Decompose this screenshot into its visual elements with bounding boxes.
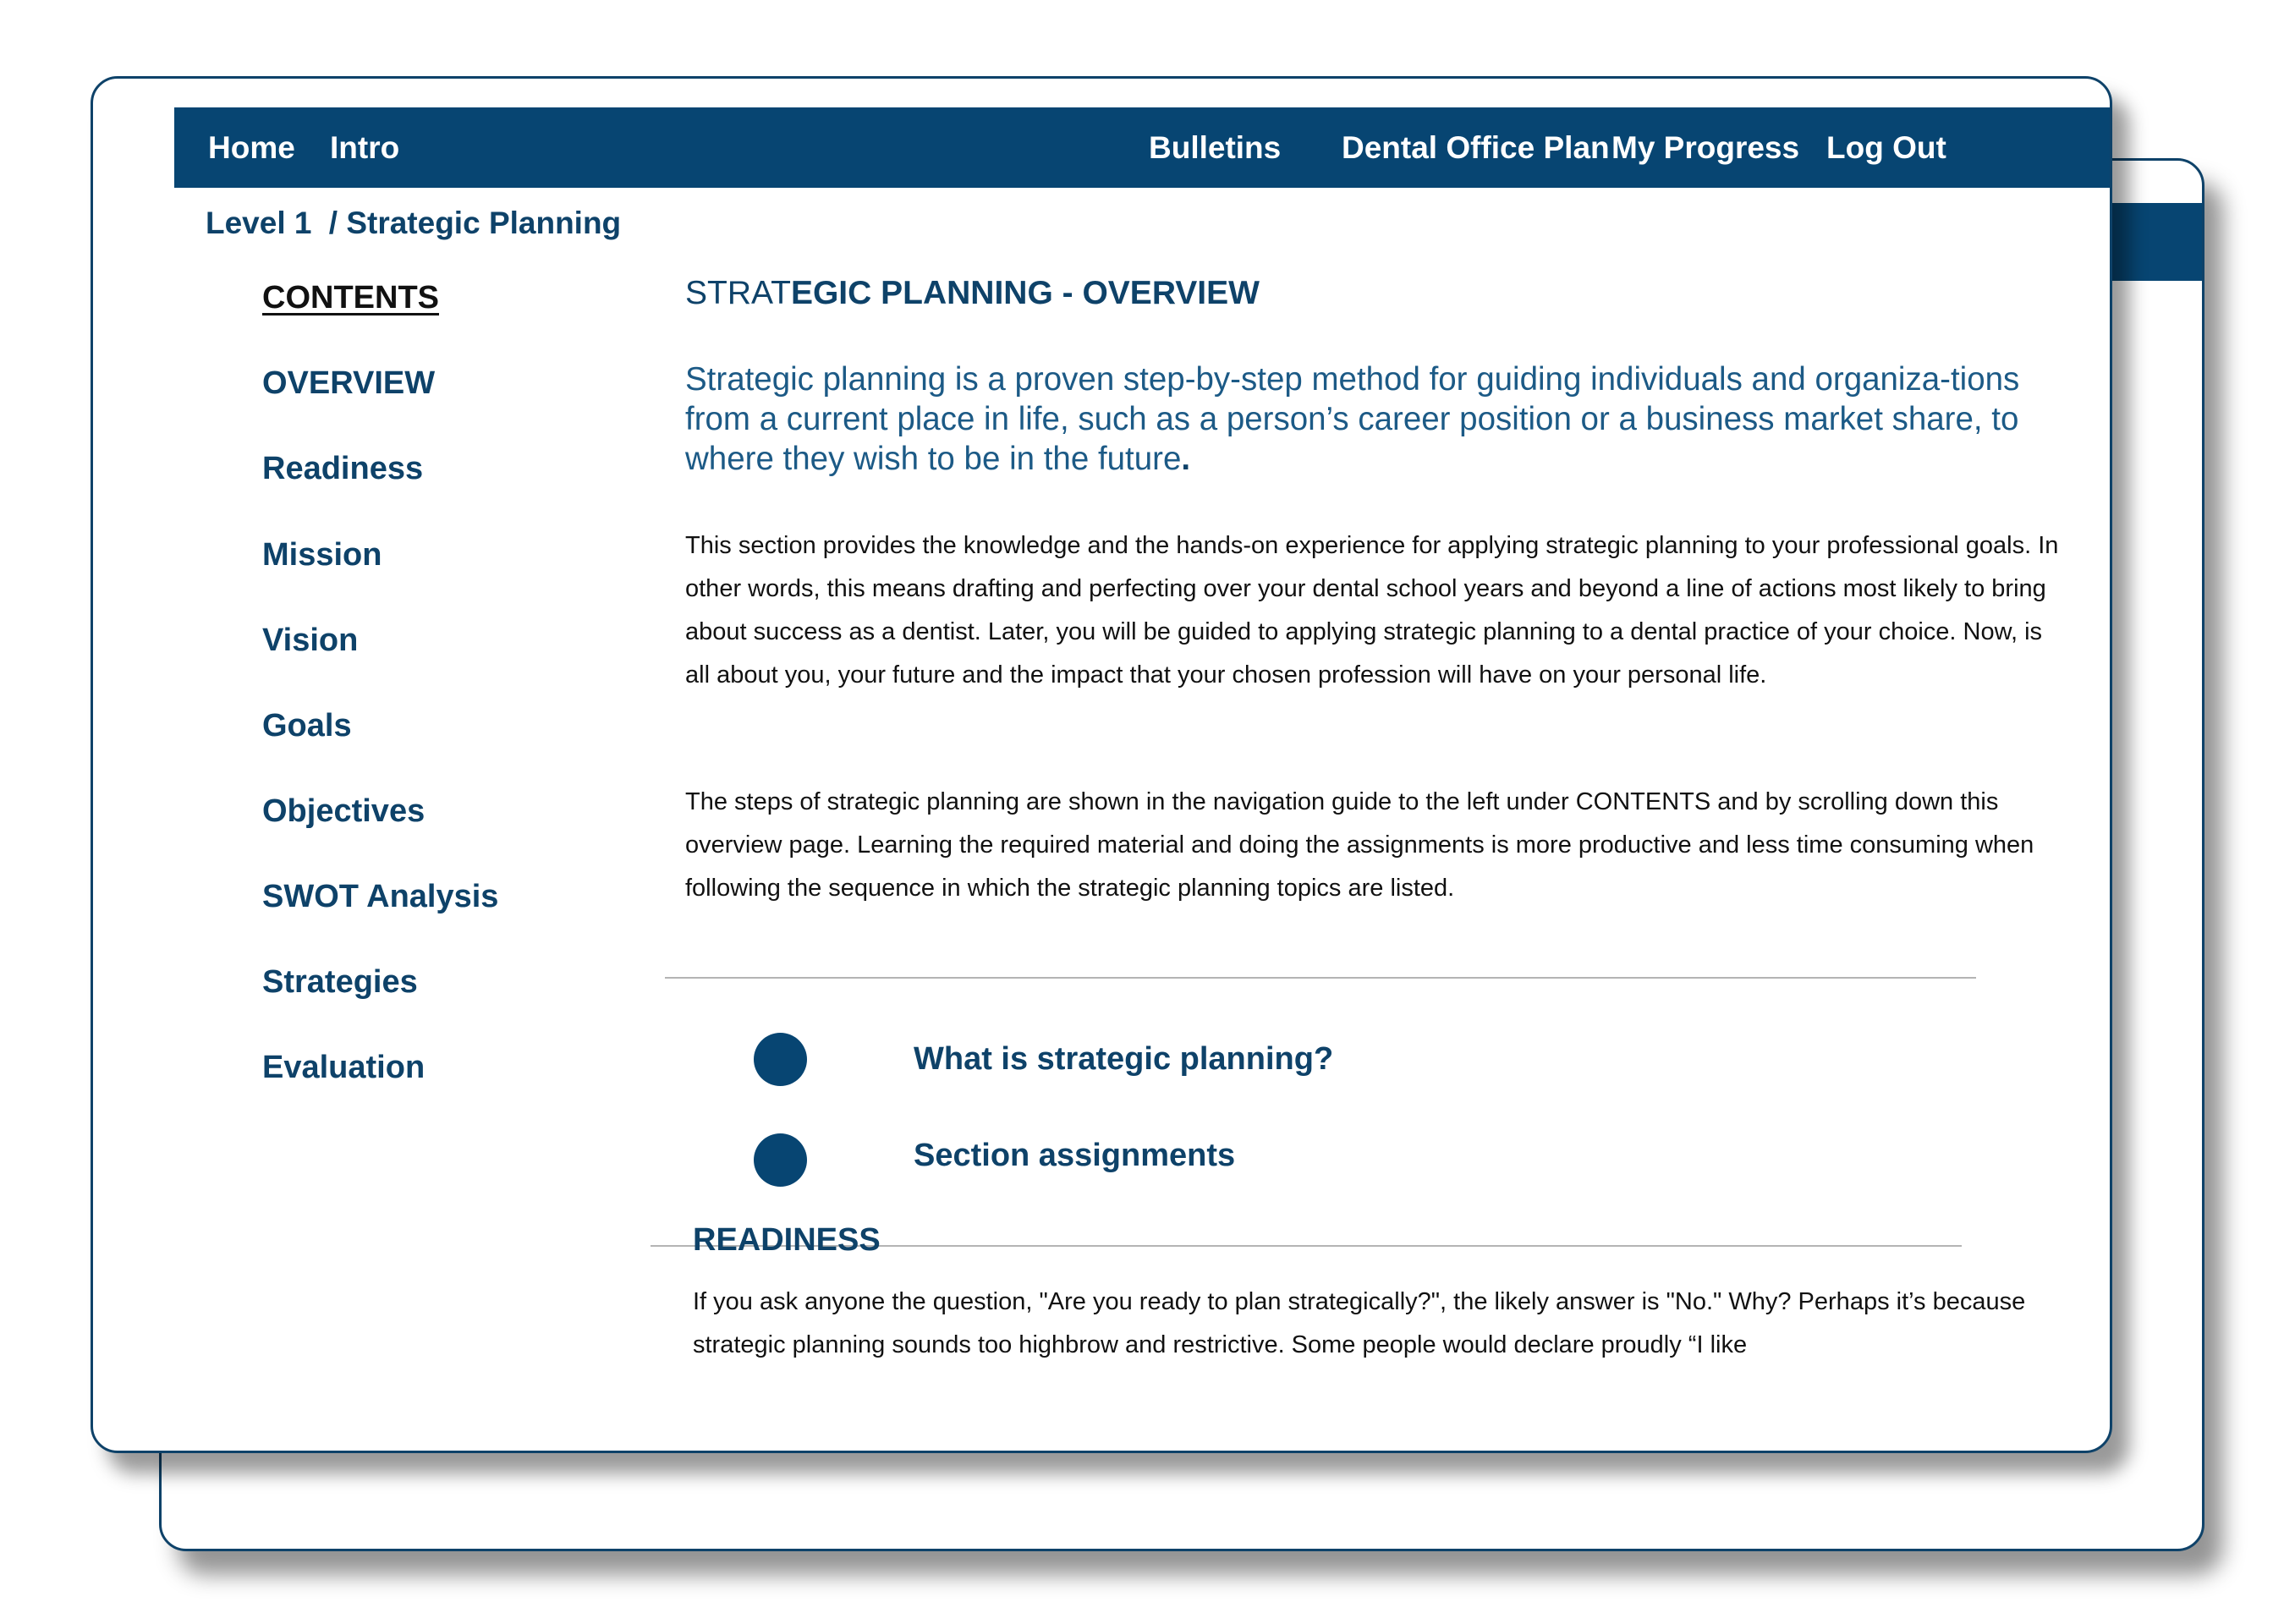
divider-top <box>665 977 1976 979</box>
sidebar-item-mission[interactable]: Mission <box>262 537 382 573</box>
nav-dental-office-plan[interactable]: Dental Office Plan <box>1342 130 1610 165</box>
steps-paragraph: The steps of strategic planning are shown in the navigation guide to the left under CONTENTS and by scrolling down this overview page. Learning the required material and doing the assignments is more productive and less time consuming when following the sequence in which the strategic planning topics are listed. <box>685 788 2034 902</box>
sidebar-item-evaluation[interactable]: Evaluation <box>262 1050 426 1085</box>
bullet-dot-icon <box>754 1033 807 1086</box>
page-title-part2: EGIC PLANNING - OVERVIEW <box>790 275 1260 311</box>
lead-end: . <box>1181 441 1191 477</box>
readiness-heading: READINESS <box>693 1222 881 1258</box>
readiness-paragraph: If you ask anyone the question, "Are you ready to plan strategically?", the likely answer is "No." Why? Perhaps it’s because strategic planning sounds too highbrow and restrictive. Some people would declare proudly “I like <box>693 1288 2026 1358</box>
sidebar-item-objectives[interactable]: Objectives <box>262 793 426 829</box>
sidebar-item-vision[interactable]: Vision <box>262 623 359 658</box>
nav-home[interactable]: Home <box>208 130 295 165</box>
sidebar-item-readiness[interactable]: Readiness <box>262 451 424 486</box>
page-title-part1: STRAT <box>685 275 791 311</box>
bullet-dot-icon <box>754 1133 807 1187</box>
page-title <box>685 275 1260 312</box>
sidebar-item-contents[interactable]: CONTENTS <box>262 280 439 315</box>
link-what-is-strategic-planning[interactable]: What is strategic planning? <box>914 1041 1334 1077</box>
top-nav-bar <box>174 107 2112 188</box>
sidebar-item-strategies[interactable]: Strategies <box>262 964 418 1000</box>
breadcrumb-level[interactable]: Level 1 <box>206 206 312 240</box>
intro-paragraph: This section provides the knowledge and the hands-on experience for applying strategic planning to your professional goals. In other words, this means drafting and perfecting over your dental school years and beyond a line of actions most likely to bring about success as a dentist. Later, you will be guided to applying strategic planning to a dental practice of your choice. Now, is all about you, your future and the impact that your chosen profession will have on your personal life. <box>685 532 2059 689</box>
lead-paragraph <box>685 359 2039 479</box>
main-window <box>91 76 2112 1453</box>
nav-bulletins[interactable]: Bulletins <box>1149 130 1282 165</box>
breadcrumb-section[interactable]: / Strategic Planning <box>328 206 622 240</box>
nav-my-progress[interactable]: My Progress <box>1611 130 1800 165</box>
sidebar-item-goals[interactable]: Goals <box>262 708 352 743</box>
link-section-assignments[interactable]: Section assignments <box>914 1138 1236 1173</box>
breadcrumb <box>206 206 621 241</box>
sidebar-item-swot-analysis[interactable]: SWOT Analysis <box>262 879 499 914</box>
lead-text: Strategic planning is a proven step-by-step method for guiding individuals and organiza-tions from a current place in life, such as a person’s career position or a business market share, to where they wish to be in the future <box>685 361 2020 477</box>
nav-intro[interactable]: Intro <box>330 130 400 165</box>
nav-log-out[interactable]: Log Out <box>1826 130 1946 165</box>
sidebar-item-overview[interactable]: OVERVIEW <box>262 365 436 401</box>
